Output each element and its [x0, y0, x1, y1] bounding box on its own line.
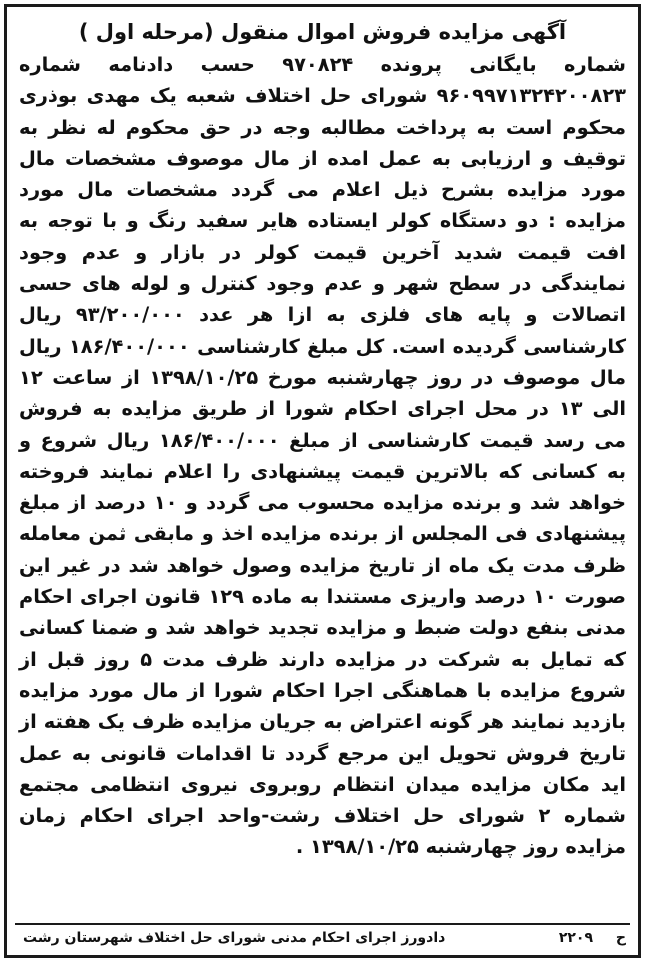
auction-notice — [4, 4, 641, 958]
notice-title: آگهی مزایده فروش اموال منقول (مرحله اول ) — [78, 20, 567, 44]
reference — [559, 930, 630, 946]
reference-number: ۲۲۰۹ — [558, 930, 594, 946]
reference-letter: ح — [615, 930, 626, 946]
issuer-signature: دادورز اجرای احکام مدنی شورای حل اختلاف شهرستان رشت — [23, 930, 446, 946]
notice-footer — [15, 923, 630, 951]
notice-body: شماره بایگانی پرونده ۹۷۰۸۲۴ حسب دادنامه شماره ۹۶۰۹۹۷۱۳۲۴۲۰۰۸۲۳ شورای حل اختلاف شعبه یک مهدی بوذری محکوم است به پرداخت مطالبه وجه در حق محکوم له نظر به توقیف و ارزیابی به عمل امده از مال موصوف مشخصات مال مورد مزایده بشرح ذیل اعلام می گردد مشخصات مال مورد مزایده : دو دستگاه کولر ایستاده هایر سفید رنگ و با توجه به افت قیمت شدید آخرین قیمت کولر در بازار و عدم وجود نمایندگی در سطح شهر و عدم وجود کنترل و لوله های حسی اتصالات و پایه های فلزی به ازا هر عدد ۹۳/۲۰۰/۰۰۰ ریال کارشناسی گردیده است. کل مبلغ کارشناسی ۱۸۶/۴۰۰/۰۰۰ ریال مال موصوف در روز چهارشنبه مورخ ۱۳۹۸/۱۰/۲۵ از ساعت ۱۲ الی ۱۳ در محل اجرای احکام شورا از طریق مزایده به فروش می رسد قیمت کارشناسی از مبلغ ۱۸۶/۴۰۰/۰۰۰ ریال شروع و به کسانی که بالاترین قیمت پیشنهادی را اعلام نمایند فروخته خواهد شد و برنده مزایده محسوب می گردد و ۱۰ درصد از مبلغ پیشنهادی فی المجلس از برنده مزایده اخذ و مابقی ثمن معامله ظرف مدت یک ماه از تاریخ مزایده وصول خواهد شد در غیر این صورت ۱۰ درصد واریزی مستندا به ماده ۱۲۹ قانون اجرای احکام مدنی بنفع دولت ضبط و مزایده تجدید خواهد شد و ضمنا کسانی که تمایل به شرکت در مزایده دارند ظرف مدت ۵ روز قبل از شروع مزایده با هماهنگی اجرا احکام شورا از مال مورد مزایده بازدید نمایند هر گونه اعتراض به جریان مزایده ظرف یک هفته از تاریخ فروش تحویل این مرجع گردد تا اقدامات قانونی به عمل اید مکان مزایده میدان انتظام روبروی نیروی انتظامی مجتمع شماره ۲ شورای حل اختلاف رشت-واحد اجرای احکام زمان مزایده روز چهارشنبه ۱۳۹۸/۱۰/۲۵ . — [19, 53, 627, 859]
